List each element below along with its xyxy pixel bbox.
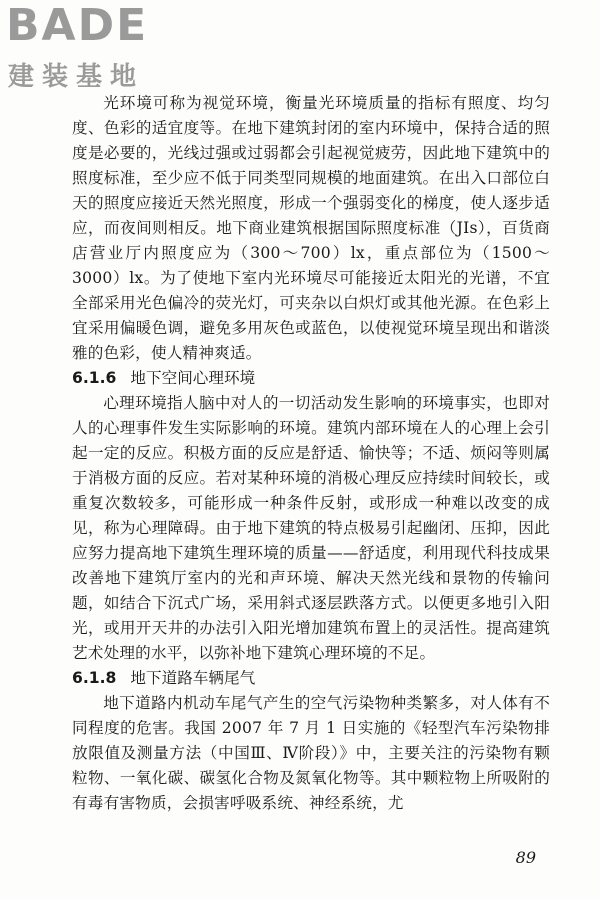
- paragraph-light-environment: 光环境可称为视觉环境，衡量光环境质量的指标有照度、均匀度、色彩的适宜度等。在地下建筑封闭的室内环境中，保持合适的照度是必要的，光线过强或过弱都会引起视觉疲劳，因此地下建筑中的照度标准，至少应不低于同类型同规模的地面建筑。在出入口部位白天的照度应接近天然光照度，形成一个强弱变化的梯度，使人逐步适应，而夜间则相反。地下商业建筑根据国际照度标准（JIs），百货商店营业厅内照度应为（300～700）lx，重点部位为（1500～3000）lx。为了使地下室内光环境尽可能接近太阳光的光谱，不宜全部采用光色偏冷的荧光灯，可夹杂以白炽灯或其他光源。在色彩上宜采用偏暖色调，避免多用灰色或蓝色，以使视觉环境呈现出和谐淡雅的色彩，使人精神爽适。: [72, 94, 550, 362]
- section-number: 6.1.6: [72, 369, 117, 387]
- page-number: 89: [515, 848, 536, 867]
- section-title: 地下道路车辆尾气: [130, 669, 256, 687]
- watermark-subtitle: 建装基地: [8, 62, 145, 92]
- section-number: 6.1.8: [72, 669, 117, 687]
- paragraph-vehicle-exhaust: 地下道路内机动车尾气产生的空气污染物种类繁多，对人体有不同程度的危害。我国 2007 年 7 月 1 日实施的《轻型汽车污染物排放限值及测量方法（中国Ⅲ、Ⅳ阶段）》中，主要关注的污染物有颗粒物、一氧化碳、碳氢化合物及氮氧化物等。其中颗粒物上所吸附的有毒有害物质，会损害呼吸系统、神经系统，尤: [72, 694, 550, 812]
- bade-watermark-logo: [6, 0, 176, 94]
- page-body: [72, 91, 550, 816]
- section-heading-6-1-6: [72, 366, 550, 391]
- paragraph-psychological-environment: 心理环境指人脑中对人的一切活动发生影响的环境事实，也即对人的心理事件发生实际影响的环境。建筑内部环境在人的心理上会引起一定的反应。积极方面的反应是舒适、愉快等；不适、烦闷等则属于消极方面的反应。若对某种环境的消极心理反应持续时间较长，或重复次数较多，可能形成一种条件反射，或形成一种难以改变的成见，称为心理障碍。由于地下建筑的特点极易引起幽闭、压抑，因此应努力提高地下建筑生理环境的质量——舒适度，利用现代科技成果改善地下建筑厅室内的光和声环境、解决天然光线和景物的传输问题，如结合下沉式广场，采用斜式逐层跌落方式。以便更多地引入阳光，或用开天井的办法引入阳光增加建筑布置上的灵活性。提高建筑艺术处理的水平，以弥补地下建筑心理环境的不足。: [72, 394, 550, 662]
- section-heading-6-1-8: [72, 666, 550, 691]
- watermark-brand: BADE: [6, 0, 149, 51]
- section-title: 地下空间心理环境: [130, 369, 256, 387]
